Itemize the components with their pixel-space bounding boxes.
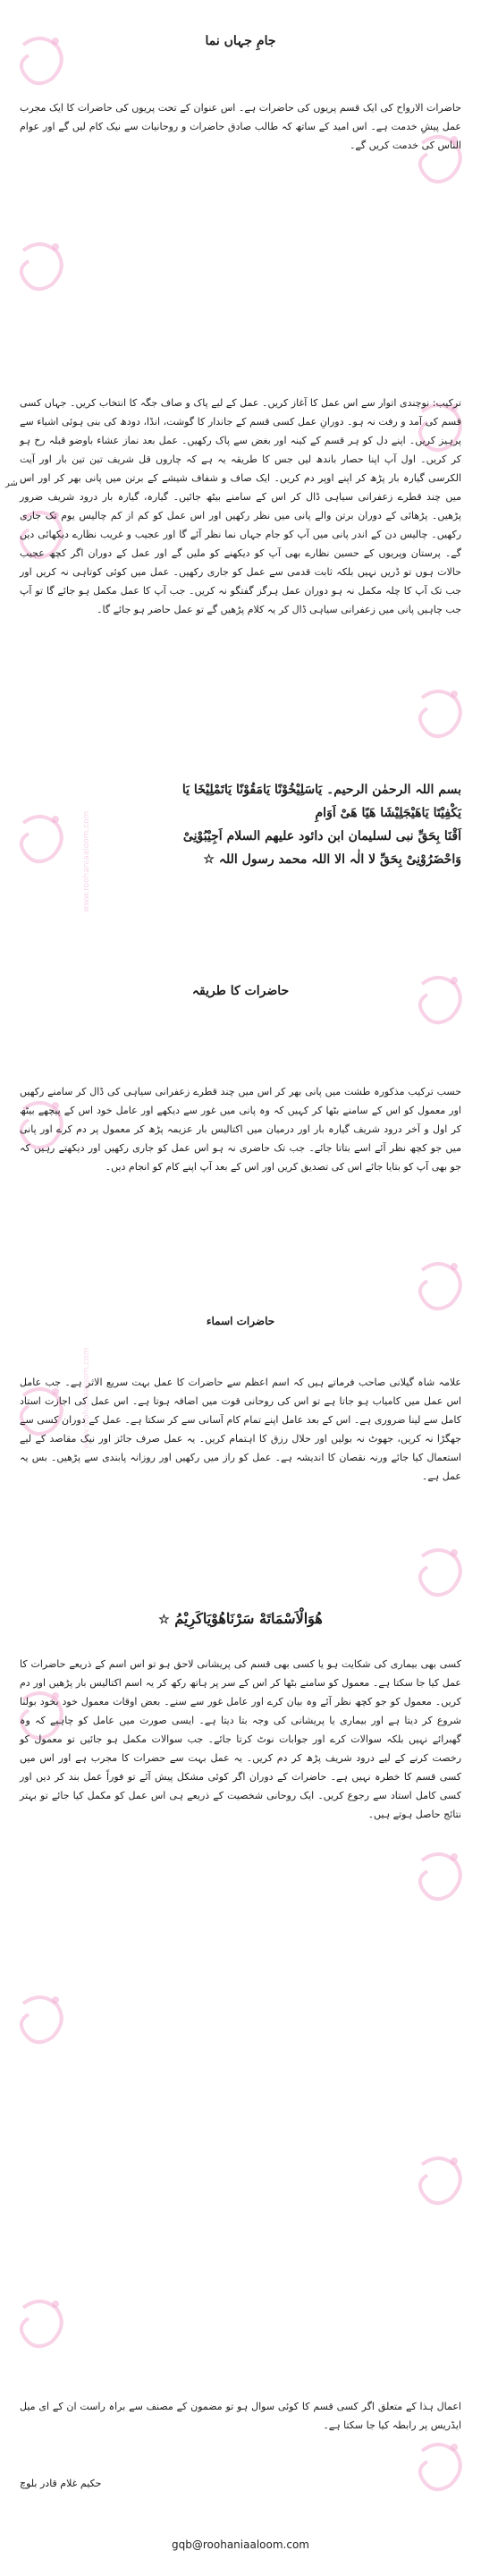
closing-note: اعمال ہذا کے متعلق اگر کسی قسم کا کوئی سوال ہو تو مضمون کے مصنف سے براہ راست ان کے ای میل ایڈریس پر رابطہ کیا جا سکتا ہے۔ [20, 2401, 461, 2431]
watermark-url: www.roohaniaaloom.com [82, 1347, 91, 1449]
section-heading-names: حاضرات اسماء [206, 1315, 275, 1327]
email-link[interactable]: gqb@roohaniaaloom.com [172, 2538, 309, 2551]
presence-paragraph: حسب ترکیب مذکورہ طشت میں پانی بھر کر اس میں چند قطرے زعفرانی سیاہی کی ڈال کر سامنے رکھیں اور معمول کو اس کے سامنے بٹھا کر کہیں کہ وہ پانی میں غور سے دیکھے اور عامل خود اس کے پیچھے بیٹھ کر اول و آخر درود شریف گیارہ بار اور درمیان میں اکتالیس بار عزیمہ پڑھ کر معمول پر دم کرے اور پانی میں جو کچھ نظر آئے اسے بتاتا جائے۔ جب تک حاضری نہ ہو اس عمل کو جاری رکھیں اور دیکھتے رہیں کہ جو بھی آپ کو بتایا جائے اس کی تصدیق کریں اور اس کے بعد آپ اپنے کام کو انجام دیں۔ [20, 1086, 461, 1173]
watermark-logo-icon [5, 233, 75, 302]
method-paragraph: ترکیب: نوچندی اتوار سے اس عمل کا آغاز کریں۔ عمل کے لیے پاک و صاف جگہ کا انتخاب کریں۔ جہاں کسی قسم کی آمد و رفت نہ ہو۔ دورانِ عمل کسی قسم کے جاندار کا گوشت، انڈا، دودھ کی بنی ہوئی اشیاء سے پرہیز کریں۔ اپنے دل کو ہر قسم کے کینہ اور بغض سے پاک رکھیں۔ عمل بعد نماز عشاء باوضو قبلہ رخ ہو کر کریں۔ اول آپ اپنا حصار باندھ لیں جس کا طریقہ یہ ہے کہ چاروں قل شریف تین تین بار اور آیت الکرسی گیارہ بار پڑھ کر اپنے اوپر دم کریں۔ ایک صاف و شفاف شیشے کے برتن میں پانی بھر کر اور اس میں چند قطرے زعفرانی سیاہی ڈال کر اس کے سامنے بیٹھ جائیں۔ گیارہ، گیارہ بار درود شریف ضرور پڑھیں۔ پڑھائی کے دوران برتن والے پانی میں نظر رکھیں اور اس عمل کو کم از کم چالیس یوم تک جاری رکھیں۔ چالیس دن کے اندر پانی میں آپ کو جام جہاں نما نظر آئے گا اور عجیب و غریب نظارے دیکھائی دیں گے۔ پرستان وپریوں کے حسین نظارے بھی آپ کو دیکھنے کو ملیں گے اور عمل کے دوران اگر کچھ عجیب حالات ہوں تو ڈریں نہیں بلکہ ثابت قدمی سے عمل کو جاری رکھیں۔ عمل میں کوئی کوتاہی نہ کریں اور جب تک آپ کا چلہ مکمل نہ ہو دوران عمل ہرگز گفتگو نہ کریں۔ جب آپ کا عمل مکمل ہو جائے گا تو آپ جب چاہیں پانی میں زعفرانی سیاہی ڈال کر یہ کلام پڑھیں گے تو عمل حاضر ہو جائے گا۔ [20, 397, 461, 615]
watermark-logo-icon [404, 2433, 474, 2503]
watermark-logo-icon [404, 1538, 474, 1608]
watermark-logo-icon [404, 966, 474, 1036]
watermark-logo-icon [404, 1252, 474, 1322]
watermark-logo-icon [5, 1986, 75, 2055]
section-heading-presence: حاضرات کا طریقہ [191, 984, 290, 998]
intro-paragraph: حاضرات الارواح کی ایک قسم پریوں کی حاضرات ہے۔ اس عنوان کے تحت پریوں کی حاضرات کا ایک مجرب عمل پیشِ خدمت ہے۔ اس امید کے ساتھ کہ طالب صادق حاضرات و روحانیات سے نیک کام لیں گے اور عوام الناس کی خدمت کریں گے۔ [20, 102, 461, 151]
incantation [20, 778, 461, 871]
incantation-line: اَقْنَا بِحَقِّ نبی لسلیمان ابن دائود علیهم السلام اَجِیْبُوْنِیْ [182, 829, 461, 843]
incantation-line: یَکْفِیْتَا یَاهَیْجَلِیْشَا هَیًا هَیْ اَوَامِ [315, 806, 461, 820]
verse-line [20, 1610, 461, 1627]
article-title: جامِ جہاں نما [205, 34, 276, 48]
final-paragraph: کسی بھی بیماری کی شکایت ہو یا کسی بھی قسم کی پریشانی لاحق ہو تو اس اسم کے ذریعے حاضرات کا عمل کیا جا سکتا ہے۔ معمول کو سامنے بٹھا کر اس کے سر پر ہاتھ رکھ کر یہ اسم اکتالیس بار پڑھیں اور دم کریں۔ معمول کو جو کچھ نظر آئے وہ بیان کرے اور عامل غور سے سنے۔ بعض اوقات معمول خود بخود بولنا شروع کر دیتا ہے اور بیماری یا پریشانی کی وجہ بتا دیتا ہے۔ ایسی صورت میں عامل کو چاہیے کہ وہ گھبرائے نہیں بلکہ سوالات کرے اور جوابات نوٹ کرتا جائے۔ جب سوالات مکمل ہو جائیں تو معمول کو رخصت کرنے کے لیے درود شریف پڑھ کر دم کریں۔ یہ عمل بہت سے حضرات کا مجرب ہے اور اس میں کسی قسم کا خطرہ نہیں ہے۔ حاضرات کے دوران اگر کوئی مشکل پیش آئے تو فوراً عمل بند کر دیں اور کسی کامل استاد سے رجوع کریں۔ ایک روحانی شخصیت کے ذریعے ہی اس عمل کو مکمل کیا جائے تو بہتر نتائج حاصل ہوتے ہیں۔ [20, 1658, 461, 1820]
margin-mark: شر [5, 479, 18, 488]
watermark-logo-icon [5, 2290, 75, 2360]
watermark-url: www.roohaniaaloom.com [82, 810, 91, 912]
star-icon: ☆ [158, 1613, 170, 1627]
author-signature: حکیم غلام قادر بلوچ [20, 2478, 102, 2489]
author-email[interactable] [0, 2538, 481, 2551]
watermark-column-left [5, 0, 77, 2576]
watermark-logo-icon [404, 1843, 474, 1912]
incantation-line: بسم اللہ الرحمٰن الرحیم۔ یَاسَلِیْخُوْنًا یَامَقُوْنًا یَاتَمْلِیْخَا یَا [181, 783, 461, 797]
verse-text: ھُوَالْاَسْمَاتَهْ سَرْنَاھُوْیَاکَرِیْمُ [174, 1610, 323, 1627]
watermark-column-right [404, 0, 476, 2576]
watermark-logo-icon [404, 2147, 474, 2216]
incantation-line: وَاحْضَرُوْنِیْ بِحَقِّ لا الٰہ الا اللہ محمد رسول اللہ ☆ [203, 852, 461, 867]
names-paragraph: علامہ شاہ گیلانی صاحب فرماتے ہیں کہ اسم اعظم سے حاضرات کا عمل بہت سریع الاثر ہے۔ جب عامل اس عمل میں کامیاب ہو جاتا ہے تو اس کی روحانی قوت میں اضافہ ہوتا ہے۔ اس عمل کی اجازت استاد کامل سے لینا ضروری ہے۔ اس کے بعد عامل اپنے تمام کام آسانی سے کر سکتا ہے۔ عمل کے دوران کسی سے جھگڑا نہ کریں، جھوٹ نہ بولیں اور حلال رزق کا اہتمام کریں۔ یہ عمل صرف جائز اور نیک مقاصد کے لیے استعمال کیا جائے ورنہ نقصان کا اندیشہ ہے۔ عمل کو راز میں رکھیں اور روزانہ پابندی سے پڑھیں۔ بس یہ عمل ہے۔ [20, 1377, 461, 1482]
watermark-logo-icon [404, 680, 474, 750]
